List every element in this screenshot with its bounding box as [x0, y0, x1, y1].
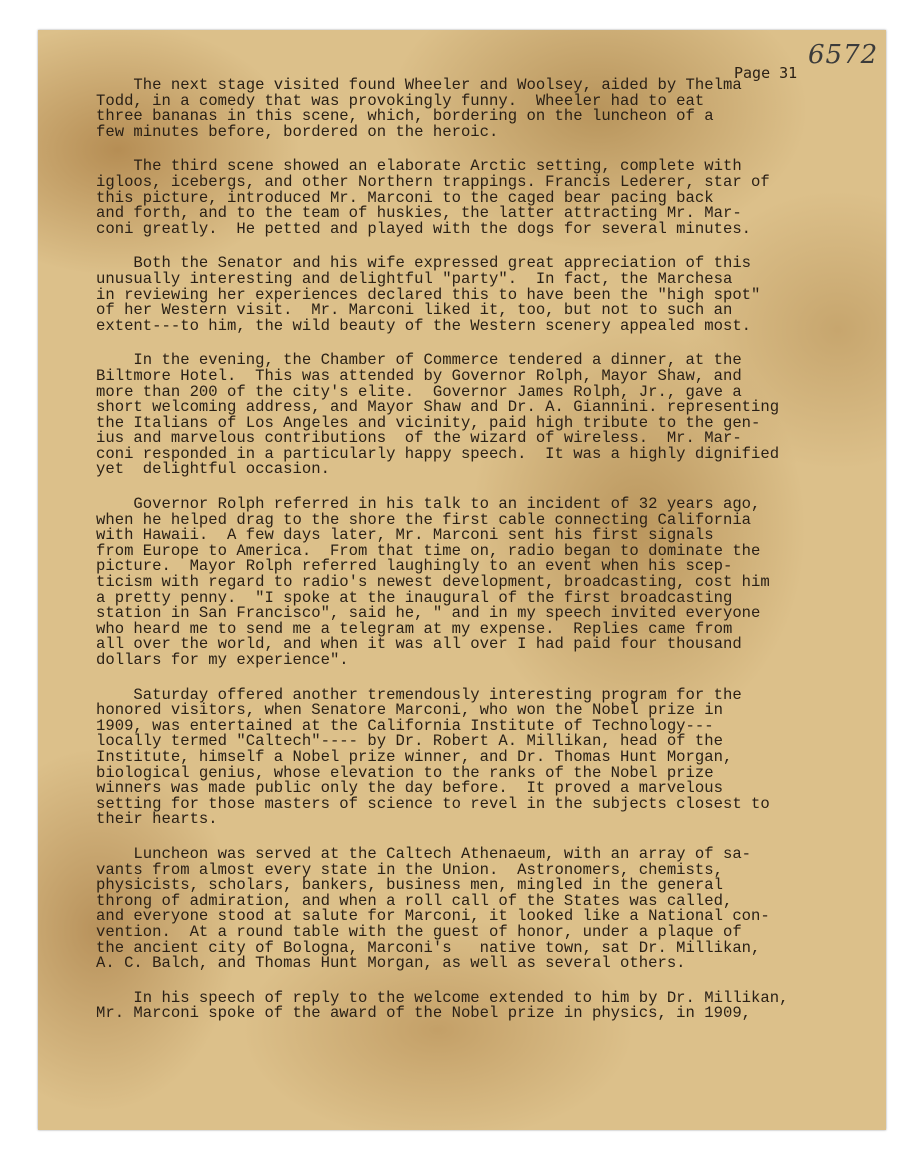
text-line: three bananas in this scene, which, bordering on the luncheon of a	[96, 107, 714, 126]
text-line: yet delightful occasion.	[96, 460, 330, 479]
text-line: winners was made public only the day before. It proved a marvelous	[96, 779, 723, 798]
text-line: Todd, in a comedy that was provokingly funny. Wheeler had to eat	[96, 91, 705, 110]
text-line: In the evening, the Chamber of Commerce tendered a dinner, at the	[96, 351, 742, 370]
text-line: throng of admiration, and when a roll call of the States was called,	[96, 891, 733, 910]
paragraph	[96, 353, 856, 478]
text-line: Both the Senator and his wife expressed great appreciation of this	[96, 254, 752, 273]
text-line: station in San Francisco", said he, " and in my speech invited everyone	[96, 604, 761, 623]
text-line: a pretty penny. "I spoke at the inaugural of the first broadcasting	[96, 588, 733, 607]
text-line: picture. Mayor Rolph referred laughingly to an event when his scep-	[96, 557, 733, 576]
text-line: few minutes before, bordered on the heroic.	[96, 122, 499, 141]
text-line: vention. At a round table with the guest of honor, under a plaque of	[96, 922, 742, 941]
paragraph	[96, 844, 856, 973]
text-line: Biltmore Hotel. This was attended by Governor Rolph, Mayor Shaw, and	[96, 366, 742, 385]
text-line: from Europe to America. From that time on, radio began to dominate the	[96, 541, 761, 560]
text-line: dollars for my experience".	[96, 651, 349, 669]
text-line: in reviewing her experiences declared this to have been the "high spot"	[96, 285, 761, 304]
text-line: coni responded in a particularly happy speech. It was a highly dignified	[96, 444, 780, 463]
text-line: the ancient city of Bologna, Marconi's native town, sat Dr. Millikan,	[96, 938, 761, 957]
page-number: Page 31	[734, 64, 798, 82]
text-line: The third scene showed an elaborate Arctic setting, complete with	[96, 157, 742, 176]
text-line: Saturday offered another tremendously interesting program for the	[96, 685, 742, 704]
text-line: short welcoming address, and Mayor Shaw and Dr. A. Giannini. representing	[96, 398, 780, 417]
text-line: coni greatly. He petted and played with the dogs for several minutes.	[96, 219, 752, 238]
text-line: more than 200 of the city's elite. Governor James Rolph, Jr., gave a	[96, 382, 742, 401]
paragraph	[96, 988, 856, 1023]
paragraph	[96, 685, 856, 829]
text-line: 1909, was entertained at the California Institute of Technology---	[96, 716, 714, 735]
paragraph	[96, 256, 856, 334]
text-line: who heard me to send me a telegram at my expense. Replies came from	[96, 619, 733, 638]
text-line: igloos, icebergs, and other Northern trappings. Francis Lederer, star of	[96, 172, 770, 191]
paragraph	[96, 78, 856, 140]
text-line: physicists, scholars, bankers, business men, mingled in the general	[96, 876, 723, 895]
text-line: and forth, and to the team of huskies, the latter attracting Mr. Mar-	[96, 204, 742, 223]
text-line: ius and marvelous contributions of the wizard of wireless. Mr. Mar-	[96, 429, 742, 448]
text-line: Governor Rolph referred in his talk to an incident of 32 years ago,	[96, 495, 761, 514]
text-line: setting for those masters of science to revel in the subjects closest to	[96, 794, 770, 813]
text-line: ticism with regard to radio's newest development, broadcasting, cost him	[96, 573, 770, 592]
text-line: locally termed "Caltech"---- by Dr. Robert A. Millikan, head of the	[96, 732, 723, 751]
text-line: with Hawaii. A few days later, Mr. Marconi sent his first signals	[96, 526, 714, 545]
paragraph	[96, 497, 856, 669]
text-line: unusually interesting and delightful "party". In fact, the Marchesa	[96, 269, 733, 288]
text-line: In his speech of reply to the welcome extended to him by Dr. Millikan,	[96, 988, 789, 1007]
text-line: the Italians of Los Angeles and vicinity, paid high tribute to the gen-	[96, 413, 761, 432]
text-line: when he helped drag to the shore the first cable connecting California	[96, 510, 752, 529]
text-line: and everyone stood at salute for Marconi, it looked like a National con-	[96, 907, 770, 926]
paragraph	[96, 159, 856, 237]
text-line: Mr. Marconi spoke of the award of the Nobel prize in physics, in 1909,	[96, 1004, 752, 1023]
text-line: vants from almost every state in the Union. Astronomers, chemists,	[96, 860, 723, 879]
text-line: their hearts.	[96, 810, 218, 829]
text-line: extent---to him, the wild beauty of the Western scenery appealed most.	[96, 316, 752, 335]
text-line: all over the world, and when it was all over I had paid four thousand	[96, 635, 742, 654]
document-body	[96, 78, 856, 1041]
text-line: Luncheon was served at the Caltech Athenaeum, with an array of sa-	[96, 844, 752, 863]
text-line: biological genius, whose elevation to the ranks of the Nobel prize	[96, 763, 714, 782]
text-line: of her Western visit. Mr. Marconi liked it, too, but not to such an	[96, 301, 733, 320]
text-line: A. C. Balch, and Thomas Hunt Morgan, as well as several others.	[96, 954, 686, 973]
handwritten-archive-number: 6572	[808, 40, 879, 70]
text-line: The next stage visited found Wheeler and Woolsey, aided by Thelma	[96, 76, 742, 94]
text-line: Institute, himself a Nobel prize winner, and Dr. Thomas Hunt Morgan,	[96, 747, 733, 766]
text-line: honored visitors, when Senatore Marconi, who won the Nobel prize in	[96, 701, 723, 720]
text-line: this picture, introduced Mr. Marconi to the caged bear pacing back	[96, 188, 714, 207]
